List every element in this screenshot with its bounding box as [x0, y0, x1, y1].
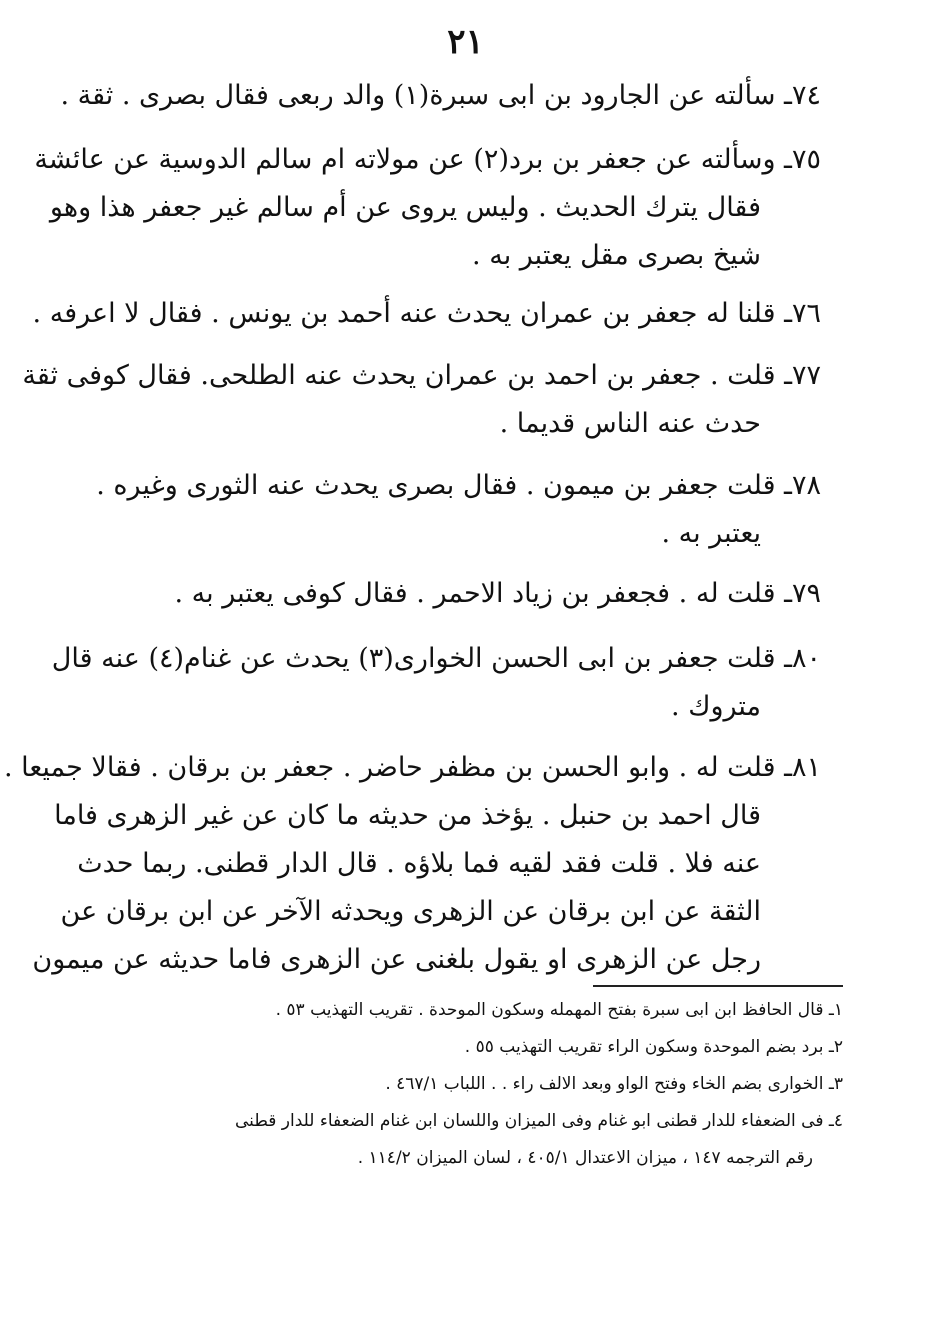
entry-76	[32, 290, 821, 338]
page-number: ٢١	[447, 22, 484, 62]
entry-79	[141, 570, 821, 618]
footnote-4-continuation: رقم الترجمه ١٤٧ ، ميزان الاعتدال ٤٠٥/١ ، لسان الميزان ١١٤/٢ .	[357, 1148, 813, 1168]
entry-78	[96, 462, 821, 558]
footnote-1: ١ـ قال الحافظ ابن ابى سبرة بفتح المهمله وسكون الموحدة . تقريب التهذيب ٥٣ .	[275, 1000, 843, 1020]
footnote-divider	[593, 985, 843, 987]
entry-line: فقال يترك الحديث . وليس يروى عن أم سالم غير جعفر هذا وهو	[49, 192, 761, 223]
entry-line: الثقة عن ابن برقان عن الزهرى ويحدثه الآخر عن ابن برقان عن	[60, 896, 761, 927]
entry-line: ٨١ـ قلت له . وابو الحسن بن مظفر حاضر . جعفر بن برقان . فقالا جميعا .	[3, 752, 821, 783]
entry-line: ٧٩ـ قلت له . فجعفر بن زياد الاحمر . فقال كوفى يعتبر به .	[174, 578, 821, 609]
entry-line: ٧٧ـ قلت . جعفر بن احمد بن عمران يحدث عنه الطلحى. فقال كوفى ثقة	[22, 360, 821, 391]
entry-80	[51, 635, 821, 731]
entry-line: متروك .	[671, 691, 761, 722]
entry-line: حدث عنه الناس قديما .	[499, 408, 761, 439]
entry-line: ٧٨ـ قلت جعفر بن ميمون . فقال بصرى يحدث عنه الثورى وغيره .	[96, 470, 821, 501]
footnote-4: ٤ـ فى الضعفاء للدار قطنى ابو غنام وفى الميزان واللسان ابن غنام الضعفاء للدار قطنى	[235, 1111, 843, 1131]
entry-line: ٧٥ـ وسألته عن جعفر بن برد(٢) عن مولاته ام سالم الدوسية عن عائشة	[34, 144, 821, 175]
footnote-3: ٣ـ الخوارى بضم الخاء وفتح الواو وبعد الالف راء . . اللباب ٤٦٧/١ .	[385, 1074, 843, 1094]
entry-line: ٨٠ـ قلت جعفر بن ابى الحسن الخوارى(٣) يحدث عن غنام(٤) عنه قال	[51, 643, 821, 674]
footnotes	[143, 1000, 843, 1168]
entry-81	[3, 744, 821, 984]
entry-line: شيخ بصرى مقل يعتبر به .	[472, 240, 761, 271]
entry-line: ٧٦ـ قلنا له جعفر بن عمران يحدث عنه أحمد بن يونس . فقال لا اعرفه .	[32, 298, 821, 329]
entry-line: ٧٤ـ سألته عن الجارود بن ابى سبرة(١) والد ربعى فقال بصرى . ثقة .	[60, 80, 821, 111]
entry-74	[60, 72, 821, 120]
entry-line: عنه فلا . قلت فقد لقيه فما بلاؤه . قال الدار قطنى. ربما حدث	[77, 848, 761, 879]
entry-line: يعتبر به .	[661, 518, 761, 549]
entry-line: رجل عن الزهرى او يقول بلغنى عن الزهرى فاما حديثه عن ميمون	[32, 944, 761, 975]
entry-75	[34, 136, 821, 280]
entry-77	[22, 352, 821, 448]
footnote-2: ٢ـ برد بضم الموحدة وسكون الراء تقريب التهذيب ٥٥ .	[464, 1037, 843, 1057]
entry-line: قال احمد بن حنبل . يؤخذ من حديثه ما كان عن غير الزهرى فاما	[54, 800, 761, 831]
